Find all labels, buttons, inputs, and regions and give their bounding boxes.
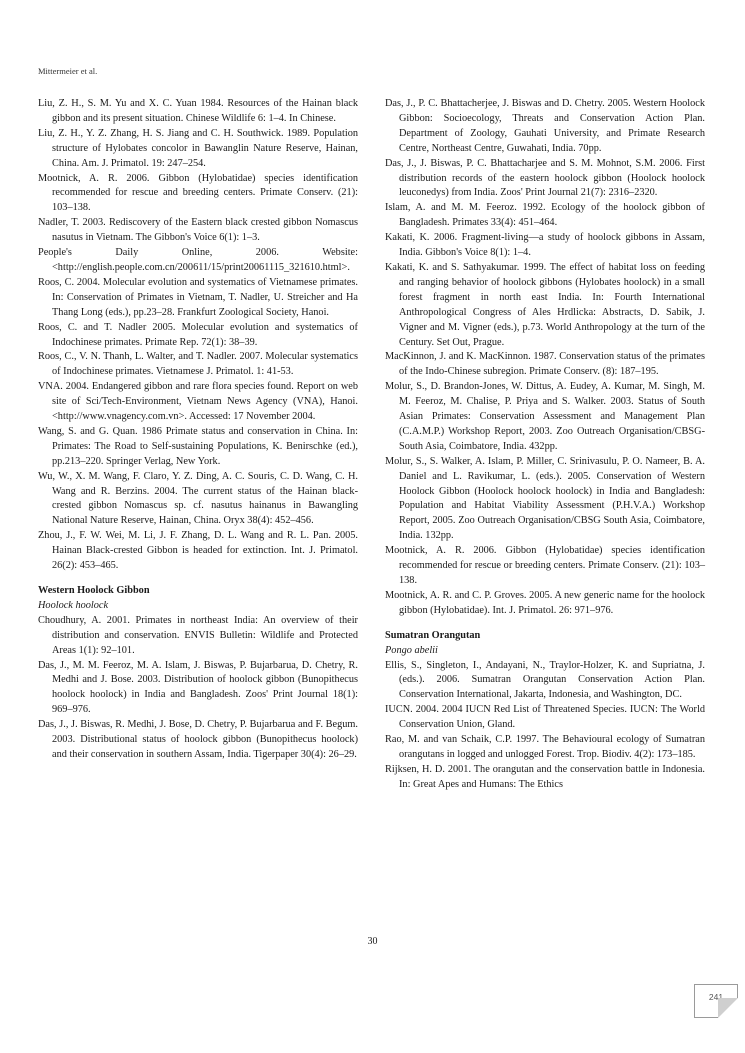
section-species-name: Hoolock hoolock <box>38 599 109 611</box>
section-species-name: Pongo abelii <box>385 644 438 656</box>
right-column <box>385 97 705 793</box>
reference-entry: Roos, C. and T. Nadler 2005. Molecular evolution and systematics of Indochinese primates. Primate Rep. 72(1): 38–39. <box>38 321 358 348</box>
reference-entry: Molur, S., D. Brandon-Jones, W. Dittus, A. Eudey, A. Kumar, M. Singh, M. M. Feeroz, M. Chalise, P. Priya and S. Walker. 2003. Status of South Asian Primates: Conservation Assessment and Management Plan (C.A.M.P.) Workshop Report, 2003. Zoo Outreach Organisation/CBSG-South Asia, Coimbatore, India. 432pp. <box>385 381 705 452</box>
section-title: Western Hoolock Gibbon <box>38 585 150 596</box>
reference-entry: Mootnick, A. R. and C. P. Groves. 2005. A new generic name for the hoolock gibbon (Hylobatidae). Int. J. Primatol. 26: 971–976. <box>385 589 705 616</box>
reference-entry: Wu, W., X. M. Wang, F. Claro, Y. Z. Ding, A. C. Souris, C. D. Wang, C. H. Wang and R. Berzins. 2004. The current status of the Hainan black-crested gibbon Nomascus sp. cf. nasutus hainanus in Bawangling National Nature Reserve, Hainan, China. Oryx 38(4): 452–456. <box>38 470 358 527</box>
reference-entry: Kakati, K. 2006. Fragment-living—a study of hoolock gibbons in Assam, India. Gibbon's Voice 8(1): 1–4. <box>385 232 705 259</box>
reference-entry: Choudhury, A. 2001. Primates in northeast India: An overview of their distribution and conservation. ENVIS Bulletin: Wildlife and Protected Areas 1(1): 92–101. <box>38 614 358 656</box>
stamp-number: 241 <box>708 992 724 1002</box>
running-header: Mittermeier et al. <box>38 66 98 76</box>
reference-entry: IUCN. 2004. 2004 IUCN Red List of Threatened Species. IUCN: The World Conservation Union, Gland. <box>385 704 705 731</box>
reference-entry: Zhou, J., F. W. Wei, M. Li, J. F. Zhang, D. L. Wang and R. L. Pan. 2005. Hainan Black-crested Gibbon is headed for extinction. Int. J. Primatol. 26(2): 453–465. <box>38 530 358 572</box>
reference-entry: Roos, C., V. N. Thanh, L. Walter, and T. Nadler. 2007. Molecular systematics of Indochinese primates. Vietnamese J. Primatol. 1: 41-53. <box>38 351 358 378</box>
reference-entry: Das, J., P. C. Bhattacherjee, J. Biswas and D. Chetry. 2005. Western Hoolock Gibbon: Socioecology, Threats and Conservation Action Plan. Department of Zoology, Gauhati University, and Primate Research Centre, Northeast Centre, Guwahati, India. 70pp. <box>385 98 705 154</box>
reference-entry: Das, J., M. M. Feeroz, M. A. Islam, J. Biswas, P. Bujarbarua, D. Chetry, R. Medhi and J. Bose. 2003. Distribution of hoolock gibbon (Bunopithecus hoolock hoolock) in India and Bangladesh. Zoos' Print Journal 18(1): 969–976. <box>38 659 358 716</box>
reference-entry: Nadler, T. 2003. Rediscovery of the Eastern black crested gibbon Nomascus nasutus in Vietnam. The Gibbon's Voice 6(1): 1–3. <box>38 217 358 244</box>
reference-entry: Das, J., J. Biswas, P. C. Bhattacharjee and S. M. Mohnot, S.M. 2006. First distribution records of the eastern hoolock gibbon (Hoolock hoolock leuconedys) from India. Zoos' Print Journal 21(7): 2316–2320. <box>385 157 705 199</box>
reference-entry: Mootnick, A. R. 2006. Gibbon (Hylobatidae) species identification recommended for rescue or breeding centers. Primate Conserv. (21): 103–138. <box>385 545 705 586</box>
reference-entry: Islam, A. and M. M. Feeroz. 1992. Ecology of the hoolock gibbon of Bangladesh. Primates 33(4): 451–464. <box>385 202 705 229</box>
reference-entry: Mootnick, A. R. 2006. Gibbon (Hylobatidae) species identification recommended for rescue and breeding centers. Primate Conserv. (21): 103–138. <box>38 172 358 214</box>
reference-entry: Ellis, S., Singleton, I., Andayani, N., Traylor-Holzer, K. and Supriatna, J. (eds.). 2006. Sumatran Orangutan Conservation Action Plan. Conservation International, Jakarta, Indonesia, and Washington, DC. <box>385 659 705 701</box>
page-stamp <box>694 984 738 1018</box>
reference-entry: Roos, C. 2004. Molecular evolution and systematics of Vietnamese primates. In: Conservation of Primates in Vietnam, T. Nadler, U. Streicher and Ha Thang Long (eds.), pp.23–28. Frankfurt Zoological Society, Hanoi. <box>38 276 358 318</box>
section-sumatran-orangutan <box>385 629 705 793</box>
reference-list-2 <box>385 97 705 619</box>
reference-entry: Wang, S. and G. Quan. 1986 Primate status and conservation in China. In: Primates: The Road to Self-sustaining Populations, K. Benirschke (ed.), pp.213–220. Springer Verlag, New York. <box>38 425 358 467</box>
reference-entry: Rijksen, H. D. 2001. The orangutan and the conservation battle in Indonesia. In: Great Apes and Humans: The Ethics <box>385 763 705 790</box>
section-western-hoolock-gibbon <box>38 584 358 763</box>
section-title: Sumatran Orangutan <box>385 629 481 641</box>
reference-entry: Rao, M. and van Schaik, C.P. 1997. The Behavioural ecology of Sumatran orangutans in logged and unlogged Forest. Trop. Biodiv. 4(2): 173–185. <box>385 734 705 760</box>
reference-entry: Das, J., J. Biswas, R. Medhi, J. Bose, D. Chetry, P. Bujarbarua and F. Begum. 2003. Distributional status of hoolock gibbon (Bunopithecus hoolock) and their conservation in southern Assam, India. Tigerpaper 30(4): 26–29. <box>38 719 358 760</box>
page-number: 30 <box>367 936 378 947</box>
reference-entry: VNA. 2004. Endangered gibbon and rare flora species found. Report on web site of Sci/Tech-Environment, Vietnam News Agency (VNA), Hanoi. <http://www.vnagency.com.vn>. Accessed: 17 November 2004. <box>38 381 358 423</box>
reference-entry: Liu, Z. H., Y. Z. Zhang, H. S. Jiang and C. H. Southwick. 1989. Population structure of Hylobates concolor in Bawanglin Nature Reserve, Hainan, China. Am. J. Primatol. 19: 247–254. <box>38 127 358 169</box>
reference-entry: Molur, S., S. Walker, A. Islam, P. Miller, C. Srinivasulu, P. O. Nameer, B. A. Daniel and L. Ravikumar, L. (eds.). 2005. Conservation of Western Hoolock Gibbon (Hoolock hoolock hoolock) in India and Bangladesh: Population and Habitat Viability Assessment (P.H.V.A.) Workshop Report, 2005. Zoo Outreach Organisation/CBSG South Asia, Coimbatore, India. 132pp. <box>385 455 705 542</box>
page-curl-icon <box>718 998 738 1018</box>
left-column <box>38 97 358 763</box>
reference-entry: Liu, Z. H., S. M. Yu and X. C. Yuan 1984. Resources of the Hainan black gibbon and its present situation. Chinese Wildlife 6: 1–4. In Chinese. <box>38 98 358 124</box>
reference-entry: People's Daily Online, 2006. Website: <http://english.people.com.cn/200611/15/print20061115_321610.html>. <box>38 247 358 273</box>
reference-entry: Kakati, K. and S. Sathyakumar. 1999. The effect of habitat loss on feeding and ranging behavior of hoolock gibbons (Hylobates hoolock) in a small forest fragment in north east India. In: Fourth International Anthropological Congress of Ales Hrdlicka: Abstracts, D. Sabik, J. Vigner and M. Vigner (eds.), p.73. World Anthropology at the turn of the Century. Set Out, Prague. <box>385 261 705 348</box>
reference-list-1 <box>38 97 358 574</box>
reference-entry: MacKinnon, J. and K. MacKinnon. 1987. Conservation status of the primates of the Indo-Chinese subregion. Primate Conserv. (8): 187–195. <box>385 351 705 378</box>
